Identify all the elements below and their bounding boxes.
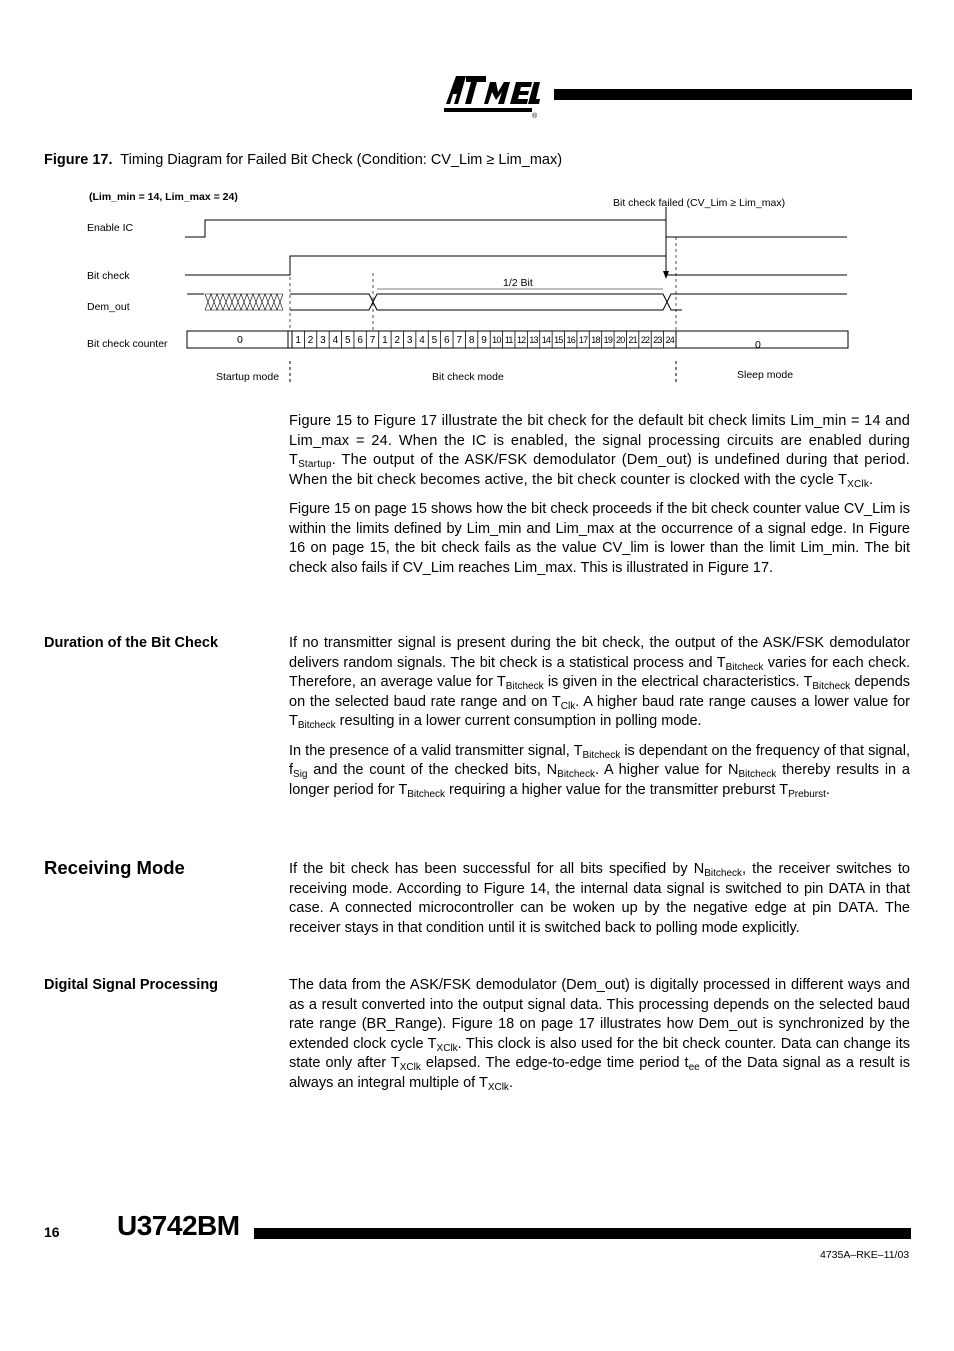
counter-cell-value: 22 [640, 335, 650, 345]
counter-cell-value: 20 [616, 335, 625, 345]
sleep-mode-label: Sleep mode [737, 369, 794, 381]
counter-cell-value: 5 [344, 335, 351, 346]
counter-cell-value: 6 [357, 335, 363, 346]
counter-cell-value: 7 [369, 335, 376, 346]
document-code: 4735A–RKE–11/03 [820, 1249, 910, 1261]
counter-cell-value: 3 [320, 335, 326, 346]
counter-cell-value: 24 [665, 335, 675, 345]
receiving-paragraph: If the bit check has been successful for all bits specified by $N_{Bitcheck}$, the receiver switches to receiving mode. According to Figure 14, the internal data signal is switched to pin DATA in that case. A connected microcontroller can be woken up by the negative edge at pin DATA. The receiver stays in that condition until it is switched back to polling mode explicitly. [289, 861, 910, 936]
counter-value-end: 0 [755, 339, 761, 351]
limits-condition: (Lim_min = 14, Lim_max = 24) [89, 191, 238, 203]
counter-cell-value: 7 [456, 335, 463, 346]
counter-cell-value: 19 [603, 335, 613, 345]
counter-cell-value: 18 [591, 335, 600, 345]
counter-cell-value: 16 [566, 335, 575, 345]
counter-cell-value: 6 [444, 335, 450, 346]
failed-annotation: Bit check failed (CV_Lim ≥ Lim_max) [613, 197, 786, 209]
counter-cell-value: 23 [653, 335, 662, 345]
counter-cell-value: 21 [628, 335, 637, 345]
footer-rule [254, 1228, 911, 1239]
counter-cell-value: 1 [295, 335, 301, 346]
dem-out-waveform [187, 294, 847, 310]
receiving-section [289, 860, 910, 938]
document-title: U3742BM [117, 1210, 240, 1241]
counter-cell-value: 1 [382, 335, 388, 346]
counter-label: Bit check counter [87, 338, 168, 350]
counter-cell-value: 2 [394, 335, 401, 346]
startup-mode-label: Startup mode [216, 371, 280, 383]
counter-cell-value: 2 [307, 335, 314, 346]
counter-cell-value: 5 [431, 335, 438, 346]
intro-paragraph-1: Figure 15 to Figure 17 illustrate the bit check for the default bit check limits Lim_min = 14 and Lim_max = 24. When the IC is enabled, the signal processing circuits are enabled during $T_{Startup}$. The output of the ASK/FSK demodulator (Dem_out) is undefined during that period. When the bit check becomes active, the bit check counter is clocked with the cycle $T_{XClk}$. [289, 413, 910, 490]
registered-mark: ® [532, 113, 538, 120]
timing-diagram [80, 185, 870, 395]
bitcheck-mode-label: Bit check mode [432, 371, 504, 383]
counter-value-start: 0 [237, 334, 243, 346]
counter-cell-value: 3 [406, 335, 413, 346]
intro-section [289, 412, 910, 578]
header-rule [554, 89, 912, 100]
enable-ic-waveform [185, 220, 847, 237]
half-bit-label: 1/2 Bit [503, 277, 533, 289]
page-number: 16 [44, 1224, 60, 1240]
figure-label: Figure 17. [44, 152, 113, 168]
counter-cell-value: 10 [492, 335, 501, 345]
counter-cell-value: 12 [516, 335, 526, 345]
figure-title: Timing Diagram for Failed Bit Check (Condition: CV_Lim ≥ Lim_max) [120, 152, 563, 168]
counter-cell-value: 9 [481, 335, 487, 346]
counter-cell-value: 11 [504, 335, 513, 345]
dsp-paragraph: The data from the ASK/FSK demodulator (Dem_out) is digitally processed in different ways and as a result converted into the output signal data. This processing depends on the selected baud rate range (BR_Range). Figure 18 on page 17 illustrates how Dem_out is synchronized by the extended clock cycle $T_{XClk}$. This clock is also used for the bit check counter. Data can change its state only after $T_{XClk}$ elapsed. The edge-to-edge time period $t_{ee}$ of the Data signal as a result is always an integral multiple of $T_{XClk}$. [289, 977, 910, 1093]
bit-check-label: Bit check [87, 270, 130, 282]
receiving-heading: Receiving Mode [44, 857, 185, 878]
counter-cell-value: 13 [529, 335, 538, 345]
duration-heading: Duration of the Bit Check [44, 635, 219, 651]
duration-section [289, 634, 910, 800]
counter-cell-value: 15 [554, 335, 563, 345]
dem-out-label: Dem_out [87, 301, 130, 313]
bit-check-waveform [185, 256, 847, 275]
dsp-heading: Digital Signal Processing [44, 977, 219, 993]
atmel-logo [440, 70, 540, 120]
counter-cell-value: 8 [468, 335, 475, 346]
counter-cell-value: 14 [541, 335, 551, 345]
counter-cell-value: 4 [332, 335, 339, 346]
duration-paragraph-2: In the presence of a valid transmitter signal, $T_{Bitcheck}$ is dependant on the frequency of that signal, $f_{Sig}$ and the count of the checked bits, $N_{Bitcheck}$. A higher value for $N_{Bitcheck}$ thereby results in a longer period for $T_{Bitcheck}$ requiring a higher value for the transmitter preburst $T_{Preburst}$. [289, 742, 910, 800]
figure-caption [44, 152, 562, 168]
counter-cell-value: 4 [419, 335, 425, 346]
dsp-section [289, 976, 910, 1093]
duration-paragraph-1: If no transmitter signal is present during the bit check, the output of the ASK/FSK demodulator delivers random signals. The bit check is a statistical process and $T_{Bitcheck}$ varies for each check. Therefore, an average value for $T_{Bitcheck}$ is given in the electrical characteristics. $T_{Bitcheck}$ depends on the selected baud rate range and on $T_{Clk}$. A higher baud rate range causes a lower value for $T_{Bitcheck}$ resulting in a lower current consumption in polling mode. [289, 635, 911, 731]
counter-cell-value: 17 [578, 335, 588, 345]
enable-ic-label: Enable IC [87, 222, 134, 234]
intro-paragraph-2: Figure 15 on page 15 shows how the bit check proceeds if the bit check counter value CV_Lim is within the limits defined by Lim_min and Lim_max at the occurrence of a signal edge. In Figure 16 on page 15, the bit check fails as the value CV_lim is lower than the limit Lim_min. The bit check also fails if CV_Lim reaches Lim_max. This is illustrated in Figure 17. [289, 501, 910, 576]
